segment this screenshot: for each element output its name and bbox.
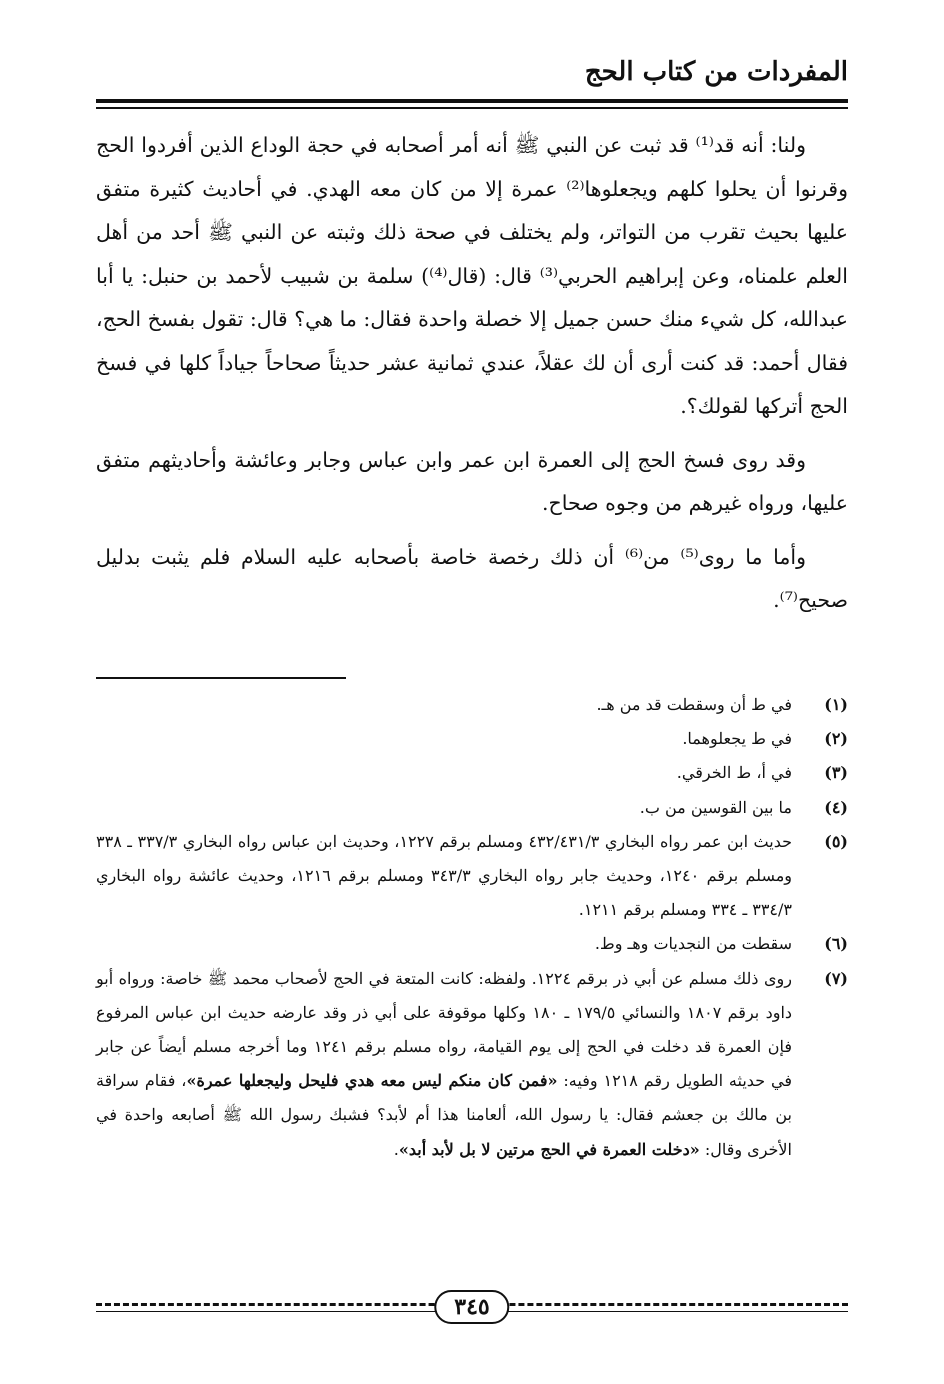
main-text [96,124,848,623]
footnote-text-part: روى ذلك مسلم عن أبي ذر برقم ١٢٢٤. ولفظه: كانت المتعة في الحج لأصحاب محمد ﷺ خاصة: ورواه أبو داود برقم ١٨٠٧ والنسائي ١٧٩/٥ ـ ١٨٠ وكلها موقوفة على أبي ذر وقد عارضه حديث ابن عباس المرفوع فإن العمرة قد دخلت في الحج إلى يوم القيامة، رواه مسلم برقم ١٢٤١ وما أخرجه مسلم أيضاً عن جابر في حديثه الطويل رقم ١٢١٨ وفيه: [96,968,793,1091]
footnote-2 [96,722,848,756]
footnote-text [96,962,792,1167]
footnote-6 [96,927,848,961]
footnote-text-part: . [393,1139,399,1159]
footnote-number: (٢) [824,729,848,749]
footnote-number: (٤) [824,797,848,817]
footnote-1 [96,688,848,722]
footnote-text: في ط يجعلوهما. [682,729,792,749]
header-title: المفردات من كتاب الحج [584,57,848,87]
footnote-4 [96,791,848,825]
footnote-5 [96,825,848,928]
footnote-text: في ط أن وسقطت قد من هـ. [596,695,792,714]
page-number: ٣٤٥ [434,1290,509,1324]
hadith-quote-bold: «دخلت العمرة في الحج مرتين لا بل لأبد أبد» [398,1139,700,1159]
footnote-number: (١) [824,695,848,714]
paragraph-1: ولنا: أنه قد⁽¹⁾ قد ثبت عن النبي ﷺ أنه أمر أصحابه في حجة الوداع الذين أفردوا الحج وقرنوا أن يحلوا كلهم ويجعلوها⁽²⁾ عمرة إلا من كان معه الهدي. في أحاديث كثيرة متفق عليها بحيث تقرب من التواتر، ولم يختلف في صحة ذلك وثبته عن النبي ﷺ أحد من أهل العلم علمناه، وعن إبراهيم الحربي⁽³⁾ قال: (قال⁽⁴⁾) سلمة بن شبيب لأحمد بن حنبل: يا أبا عبدالله، كل شيء منك حسن جميل إلا خصلة واحدة فقال: ما هي؟ قال: تقول بفسخ الحج، فقال أحمد: قد كنت أرى أن لك عقلاً، عندي ثمانية عشر حديثاً صحاحاً جياداً كلها في فسخ الحج أتركها لقولك؟. [96,133,848,418]
footnote-text: سقطت من النجديات وهـ وط. [594,934,792,954]
running-header [96,55,848,89]
footnote-number: (٥) [824,831,848,851]
page-footer [96,1288,848,1328]
footnote-3 [96,756,848,790]
hadith-quote-bold: «فمن كان منكم ليس معه هدي فليحل وليجعلها عمرة» [186,1071,558,1091]
footnote-7 [96,962,848,1167]
footnote-separator [96,677,346,679]
footnote-number: (٧) [824,968,848,988]
paragraph-2: وقد روى فسخ الحج إلى العمرة ابن عمر وابن عباس وجابر وعائشة وأحاديثهم متفق عليها، ورواه غيرهم من وجوه صحاح. [96,447,848,515]
header-rule-thin [96,107,848,109]
footnote-number: (٣) [824,763,848,783]
footnote-text: حديث ابن عمر رواه البخاري ٤٣٢/٤٣١/٣ ومسلم برقم ١٢٢٧، وحديث ابن عباس رواه البخاري ٣٣٧/٣ ـ ٣٣٨ ومسلم برقم ١٢٤٠، وحديث جابر رواه البخاري ٣٤٣/٣ ومسلم برقم ١٢١٦، وحديث عائشة رواه البخاري ٣٣٤/٣ ـ ٣٣٤ ومسلم برقم ١٢١١. [96,831,793,920]
footnote-number: (٦) [824,934,848,954]
header-rule-thick [96,99,848,103]
footnote-text: في أ، ط الخرقي. [676,763,792,783]
paragraph-3: وأما ما روى⁽⁵⁾ من⁽⁶⁾ أن ذلك رخصة خاصة بأصحابه عليه السلام فلم يثبت بدليل صحيح⁽⁷⁾. [96,544,848,612]
footnote-text-part: ، فقام سراقة بن مالك بن جعشم فقال: يا رسول الله، ألعامنا هذا أم لأبد؟ فشبك رسول الله ﷺ أصابعه واحدة في الأخرى وقال: [96,1071,793,1159]
footnotes [96,688,848,1167]
footnote-text: ما بين القوسين من ب. [639,797,792,817]
